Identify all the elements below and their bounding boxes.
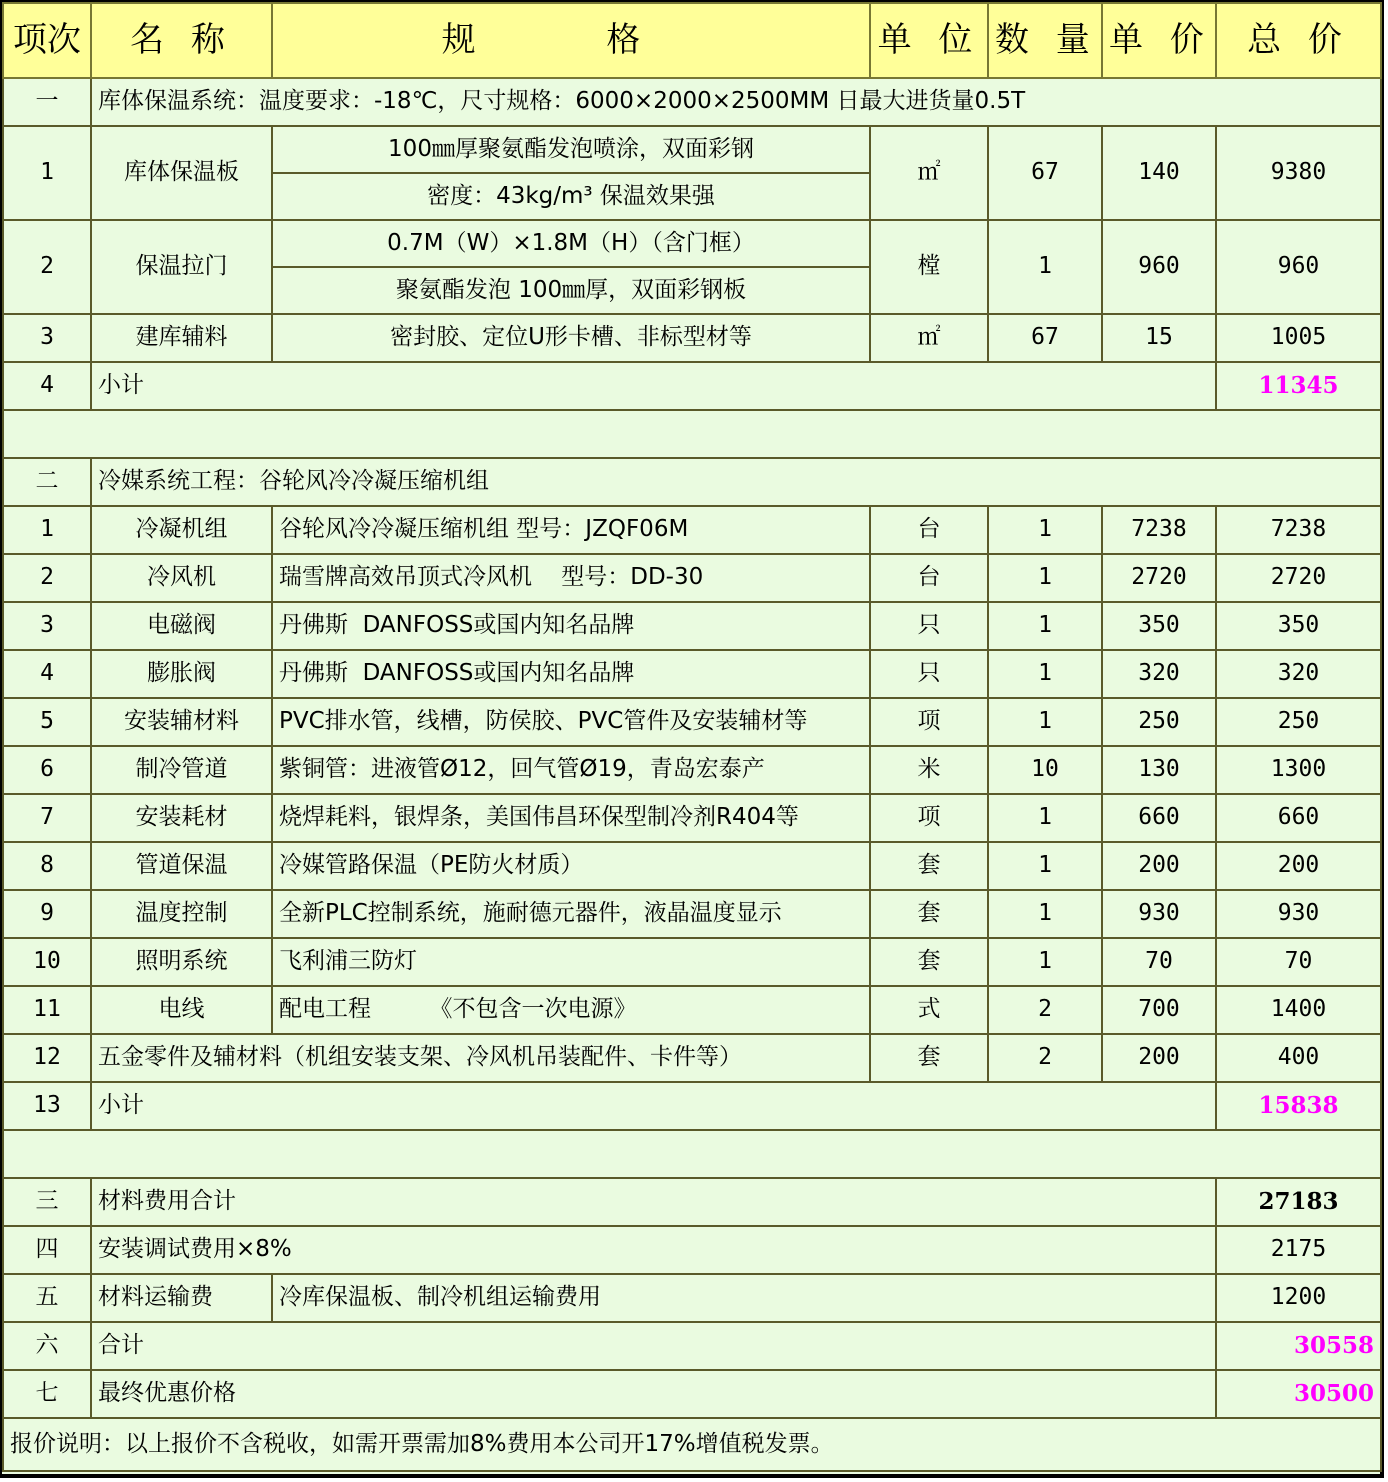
item-spec: 飞利浦三防灯 — [272, 938, 870, 986]
row-no: 11 — [3, 986, 91, 1034]
item-spec: 密封胶、定位U形卡槽、非标型材等 — [272, 314, 870, 362]
subtotal-row — [3, 362, 1381, 410]
item-unit: 套 — [870, 938, 988, 986]
row-no: 四 — [3, 1226, 91, 1274]
header-name: 名 称 — [91, 3, 272, 78]
table-row — [3, 842, 1381, 890]
header-unit-price: 单 价 — [1102, 3, 1216, 78]
item-price: 200 — [1102, 842, 1216, 890]
blank-cell — [3, 410, 1381, 458]
item-spec: PVC排水管，线槽，防侯胶、PVC管件及安装辅材等 — [272, 698, 870, 746]
item-unit: 台 — [870, 554, 988, 602]
table-row — [3, 650, 1381, 698]
header-item-no: 项次 — [3, 3, 91, 78]
table-row — [3, 554, 1381, 602]
item-qty: 67 — [988, 126, 1102, 220]
table-row — [3, 602, 1381, 650]
row-no: 3 — [3, 602, 91, 650]
item-unit: 套 — [870, 890, 988, 938]
item-unit: ㎡ — [870, 126, 988, 220]
item-total: 960 — [1216, 220, 1381, 314]
item-price: 70 — [1102, 938, 1216, 986]
item-price: 15 — [1102, 314, 1216, 362]
item-price: 700 — [1102, 986, 1216, 1034]
material-total-value: 27183 — [1216, 1178, 1381, 1226]
subtotal-value: 15838 — [1216, 1082, 1381, 1130]
item-unit: 套 — [870, 1034, 988, 1082]
item-total: 1300 — [1216, 746, 1381, 794]
section-no: 二 — [3, 458, 91, 506]
row-no: 10 — [3, 938, 91, 986]
quotation-table — [2, 2, 1382, 1472]
item-name: 安装耗材 — [91, 794, 272, 842]
final-price-row — [3, 1370, 1381, 1418]
item-spec: 全新PLC控制系统，施耐德元器件，液晶温度显示 — [272, 890, 870, 938]
item-price: 2720 — [1102, 554, 1216, 602]
grand-total-label: 合计 — [91, 1322, 1216, 1370]
item-qty: 67 — [988, 314, 1102, 362]
item-price: 140 — [1102, 126, 1216, 220]
item-total: 7238 — [1216, 506, 1381, 554]
final-price-label: 最终优惠价格 — [91, 1370, 1216, 1418]
item-spec: 100㎜厚聚氨酯发泡喷涂，双面彩钢 — [272, 126, 870, 173]
item-name: 膨胀阀 — [91, 650, 272, 698]
transport-fee-spec: 冷库保温板、制冷机组运输费用 — [272, 1274, 1216, 1322]
item-qty: 2 — [988, 986, 1102, 1034]
item-total: 930 — [1216, 890, 1381, 938]
item-total: 400 — [1216, 1034, 1381, 1082]
row-no: 12 — [3, 1034, 91, 1082]
item-unit: ㎡ — [870, 314, 988, 362]
row-no: 2 — [3, 220, 91, 314]
item-spec: 紫铜管：进液管Ø12，回气管Ø19，青岛宏泰产 — [272, 746, 870, 794]
row-no: 13 — [3, 1082, 91, 1130]
item-name: 建库辅料 — [91, 314, 272, 362]
item-qty: 1 — [988, 698, 1102, 746]
blank-row — [3, 410, 1381, 458]
item-unit: 项 — [870, 794, 988, 842]
subtotal-row — [3, 1082, 1381, 1130]
section-title: 冷媒系统工程：谷轮风冷冷凝压缩机组 — [91, 458, 1381, 506]
item-spec: 配电工程 《不包含一次电源》 — [272, 986, 870, 1034]
section-2-title-row — [3, 458, 1381, 506]
table-row — [3, 890, 1381, 938]
note-row — [3, 1418, 1381, 1471]
item-unit: 米 — [870, 746, 988, 794]
row-no: 五 — [3, 1274, 91, 1322]
item-price: 930 — [1102, 890, 1216, 938]
item-unit: 套 — [870, 842, 988, 890]
item-spec: 聚氨酯发泡 100㎜厚，双面彩钢板 — [272, 267, 870, 314]
item-qty: 1 — [988, 506, 1102, 554]
item-price: 130 — [1102, 746, 1216, 794]
row-no: 六 — [3, 1322, 91, 1370]
row-no: 5 — [3, 698, 91, 746]
subtotal-label: 小计 — [91, 1082, 1216, 1130]
item-total: 320 — [1216, 650, 1381, 698]
section-no: 一 — [3, 78, 91, 126]
header-total-price: 总 价 — [1216, 3, 1381, 78]
item-name: 冷风机 — [91, 554, 272, 602]
transport-fee-row — [3, 1274, 1381, 1322]
item-spec: 丹佛斯 DANFOSS或国内知名品牌 — [272, 602, 870, 650]
table-row — [3, 220, 1381, 267]
item-spec: 瑞雪牌高效吊顶式冷风机 型号：DD-30 — [272, 554, 870, 602]
item-price: 960 — [1102, 220, 1216, 314]
item-qty: 1 — [988, 794, 1102, 842]
row-no: 4 — [3, 650, 91, 698]
row-no: 七 — [3, 1370, 91, 1418]
item-qty: 1 — [988, 890, 1102, 938]
install-fee-value: 2175 — [1216, 1226, 1381, 1274]
item-price: 200 — [1102, 1034, 1216, 1082]
table-row — [3, 126, 1381, 173]
row-no: 6 — [3, 746, 91, 794]
transport-fee-label: 材料运输费 — [91, 1274, 272, 1322]
item-price: 320 — [1102, 650, 1216, 698]
row-no: 3 — [3, 314, 91, 362]
install-fee-row — [3, 1226, 1381, 1274]
table-row — [3, 698, 1381, 746]
item-unit: 只 — [870, 650, 988, 698]
item-name: 管道保温 — [91, 842, 272, 890]
item-spec: 0.7M（W）×1.8M（H）（含门框） — [272, 220, 870, 267]
item-total: 250 — [1216, 698, 1381, 746]
material-total-label: 材料费用合计 — [91, 1178, 1216, 1226]
item-price: 250 — [1102, 698, 1216, 746]
item-total: 9380 — [1216, 126, 1381, 220]
blank-row — [3, 1130, 1381, 1178]
header-spec: 规 格 — [272, 3, 870, 78]
row-no: 7 — [3, 794, 91, 842]
item-unit: 只 — [870, 602, 988, 650]
item-name: 安装辅材料 — [91, 698, 272, 746]
section-title: 库体保温系统：温度要求：-18℃，尺寸规格：6000×2000×2500MM 日最大进货量0.5T — [91, 78, 1381, 126]
row-no: 1 — [3, 506, 91, 554]
row-no: 9 — [3, 890, 91, 938]
row-no: 8 — [3, 842, 91, 890]
item-name: 电线 — [91, 986, 272, 1034]
row-no: 1 — [3, 126, 91, 220]
item-spec: 谷轮风冷冷凝压缩机组 型号：JZQF06M — [272, 506, 870, 554]
table-row — [3, 938, 1381, 986]
item-total: 350 — [1216, 602, 1381, 650]
item-unit: 樘 — [870, 220, 988, 314]
item-unit: 项 — [870, 698, 988, 746]
material-total-row — [3, 1178, 1381, 1226]
item-name: 温度控制 — [91, 890, 272, 938]
item-spec: 密度：43kg/m³ 保温效果强 — [272, 173, 870, 220]
item-spec: 丹佛斯 DANFOSS或国内知名品牌 — [272, 650, 870, 698]
item-spec: 烧焊耗料，银焊条，美国伟昌环保型制冷剂R404等 — [272, 794, 870, 842]
header-row — [3, 3, 1381, 78]
row-no: 三 — [3, 1178, 91, 1226]
subtotal-label: 小计 — [91, 362, 1216, 410]
transport-fee-value: 1200 — [1216, 1274, 1381, 1322]
item-unit: 式 — [870, 986, 988, 1034]
item-name: 保温拉门 — [91, 220, 272, 314]
item-qty: 2 — [988, 1034, 1102, 1082]
item-price: 350 — [1102, 602, 1216, 650]
grand-total-value: 30558 — [1216, 1322, 1381, 1370]
row-no: 2 — [3, 554, 91, 602]
item-price: 7238 — [1102, 506, 1216, 554]
item-price: 660 — [1102, 794, 1216, 842]
item-qty: 1 — [988, 220, 1102, 314]
final-price-value: 30500 — [1216, 1370, 1381, 1418]
item-name: 库体保温板 — [91, 126, 272, 220]
item-total: 70 — [1216, 938, 1381, 986]
row-no: 4 — [3, 362, 91, 410]
item-unit: 台 — [870, 506, 988, 554]
item-name: 电磁阀 — [91, 602, 272, 650]
item-qty: 1 — [988, 938, 1102, 986]
item-name: 冷凝机组 — [91, 506, 272, 554]
blank-cell — [3, 1130, 1381, 1178]
subtotal-value: 11345 — [1216, 362, 1381, 410]
header-qty: 数 量 — [988, 3, 1102, 78]
table-row — [3, 314, 1381, 362]
install-fee-label: 安装调试费用×8% — [91, 1226, 1216, 1274]
item-qty: 1 — [988, 842, 1102, 890]
item-name: 制冷管道 — [91, 746, 272, 794]
item-total: 1400 — [1216, 986, 1381, 1034]
item-qty: 10 — [988, 746, 1102, 794]
item-total: 1005 — [1216, 314, 1381, 362]
item-total: 200 — [1216, 842, 1381, 890]
item-qty: 1 — [988, 650, 1102, 698]
header-unit: 单 位 — [870, 3, 988, 78]
item-description: 五金零件及辅材料（机组安装支架、冷风机吊装配件、卡件等） — [91, 1034, 870, 1082]
item-qty: 1 — [988, 554, 1102, 602]
table-row — [3, 506, 1381, 554]
table-row — [3, 746, 1381, 794]
table-row — [3, 1034, 1381, 1082]
quote-note: 报价说明：以上报价不含税收，如需开票需加8%费用本公司开17%增值税发票。 — [3, 1418, 1381, 1471]
item-qty: 1 — [988, 602, 1102, 650]
table-row — [3, 986, 1381, 1034]
section-1-title-row — [3, 78, 1381, 126]
item-name: 照明系统 — [91, 938, 272, 986]
grand-total-row — [3, 1322, 1381, 1370]
table-row — [3, 794, 1381, 842]
item-total: 660 — [1216, 794, 1381, 842]
item-spec: 冷媒管路保温（PE防火材质） — [272, 842, 870, 890]
item-total: 2720 — [1216, 554, 1381, 602]
